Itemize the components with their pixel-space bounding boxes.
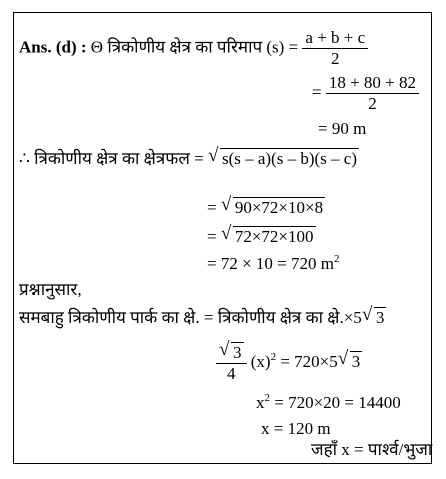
perimeter-numerator: a + b + c xyxy=(302,28,368,49)
sqrt-icon: √ xyxy=(220,194,232,215)
numerator-radical xyxy=(219,339,244,363)
eq-sign: = xyxy=(312,82,322,102)
numerator-radicand: 3 xyxy=(233,343,242,362)
line-where-note: जहाँ x = पार्श्व/भुजा xyxy=(311,440,433,459)
line-area-step1 xyxy=(207,194,325,218)
x-squared-exponent: 2 xyxy=(264,392,270,404)
line-equilateral-relation xyxy=(19,304,386,328)
eq-sign: = xyxy=(207,198,217,217)
area-text: ∴ त्रिकोणीय क्षेत्र का क्षेत्रफल = xyxy=(19,149,204,168)
area-result-text: = 72 × 10 = 720 m xyxy=(207,254,334,273)
line-equilateral-equation xyxy=(216,339,362,384)
values-fraction xyxy=(326,73,419,114)
step1-radical xyxy=(220,194,325,218)
line-area-formula xyxy=(19,145,359,169)
eq-sign: = xyxy=(207,227,217,246)
sqrt-icon: √ xyxy=(219,339,230,360)
rhs-radical xyxy=(337,347,363,372)
answer-label: Ans. (d) : xyxy=(19,37,87,57)
heron-radicand: s(s – a)(s – b)(s – c) xyxy=(221,149,357,168)
relation-radicand: 3 xyxy=(375,308,385,327)
perimeter-text: Θ त्रिकोणीय क्षेत्र का परिमाप (s) = xyxy=(90,37,299,57)
x-term: (x) xyxy=(250,351,271,371)
fraction-denominator: 4 xyxy=(227,364,236,383)
sqrt-icon: √ xyxy=(337,347,349,369)
line-according-to-question: प्रश्नानुसार, xyxy=(19,280,82,299)
x-exponent: 2 xyxy=(270,350,277,363)
sqrt-icon: √ xyxy=(207,145,219,166)
x-squared-rhs: = 720×20 = 14400 xyxy=(274,393,401,412)
rhs-radicand: 3 xyxy=(351,351,361,371)
values-denominator: 2 xyxy=(368,94,377,113)
sqrt-icon: √ xyxy=(220,223,232,244)
step2-radicand: 72×72×100 xyxy=(234,227,314,246)
relation-radical xyxy=(361,304,387,328)
area-result-exponent: 2 xyxy=(334,253,340,265)
heron-radical xyxy=(207,145,359,169)
line-area-result xyxy=(207,254,340,274)
fraction-numerator xyxy=(216,339,247,364)
line-area-step2 xyxy=(207,223,316,247)
sqrt-icon: √ xyxy=(361,304,373,325)
perimeter-denominator: 2 xyxy=(331,49,340,68)
line-perimeter-formula xyxy=(19,28,368,69)
values-numerator: 18 + 80 + 82 xyxy=(326,73,419,94)
line-perimeter-values xyxy=(312,73,419,114)
line-x-squared xyxy=(256,393,401,413)
relation-text: समबाहु त्रिकोणीय पार्क का क्षे. = त्रिकोणीय क्षेत्र का क्षे.×5 xyxy=(19,308,362,327)
line-s-value: = 90 m xyxy=(318,119,367,138)
step1-radicand: 90×72×10×8 xyxy=(234,198,324,217)
x-squared-lhs: x xyxy=(256,393,265,412)
perimeter-fraction xyxy=(302,28,368,69)
rhs-text: = 720×5 xyxy=(280,351,338,371)
sqrt3-over-4-fraction xyxy=(216,339,247,384)
line-x-value: x = 120 m xyxy=(261,419,331,438)
step2-radical xyxy=(220,223,316,247)
